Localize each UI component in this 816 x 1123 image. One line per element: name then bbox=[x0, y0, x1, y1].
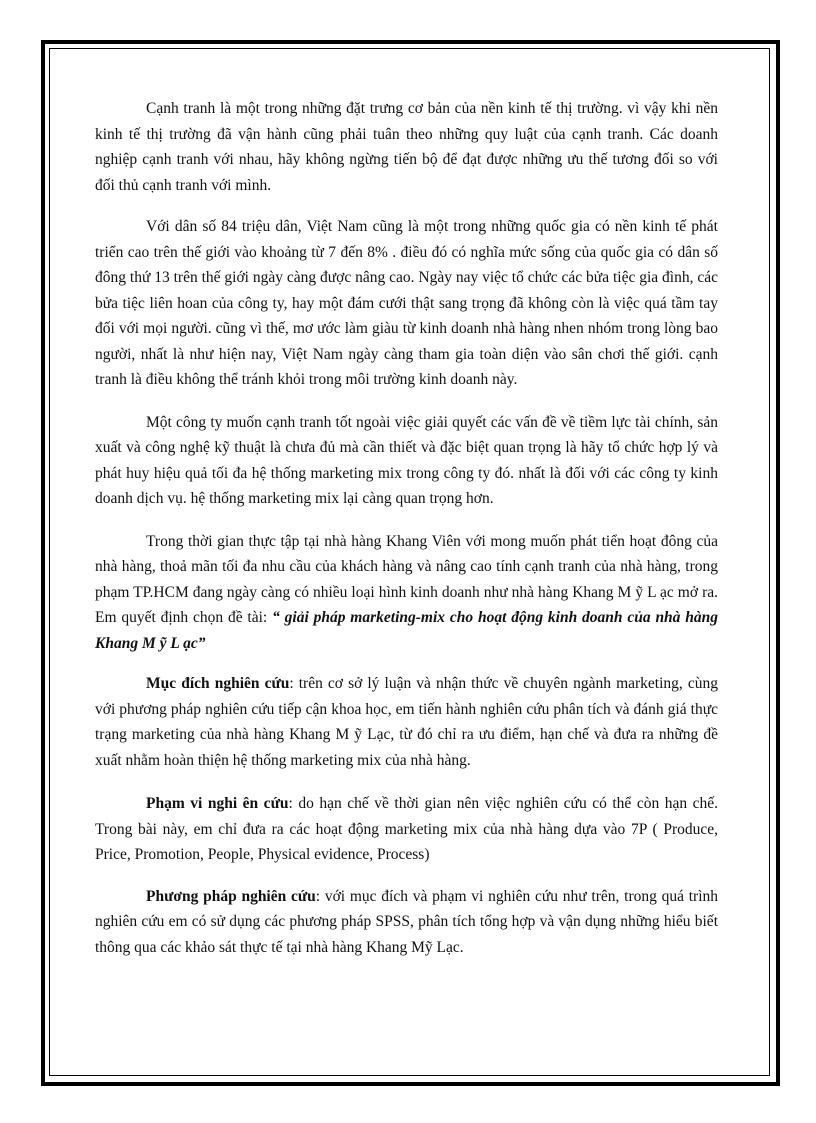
research-scope-text: : do hạn chế về thời gian nên việc nghiên cứu có thể còn hạn chế. Trong bài này, em chỉ đưa ra các hoạt động marketing mix của nhà hàng dựa vào 7P ( Produce, Price, Promotion, People, Physical evidence, Process) bbox=[95, 795, 718, 863]
paragraph-research-method bbox=[95, 884, 718, 961]
research-method-text: : với mục đích và phạm vi nghiên cứu như trên, trong quá trình nghiên cứu em có sử dụng các phương pháp SPSS, phân tích tổng hợp và vận dụng những hiểu biết thông qua các khảo sát thực tế tại nhà hàng Khang Mỹ Lạc. bbox=[95, 887, 718, 956]
topic-title: “ giải pháp marketing-mix cho hoạt động kinh doanh của nhà hàng Khang M ỹ L ạc” bbox=[95, 609, 719, 652]
paragraph-research-scope bbox=[95, 791, 718, 868]
paragraph-marketing-importance: Một công ty muốn cạnh tranh tốt ngoài việc giải quyết các vấn đề về tiềm lực tài chính, sản xuất và công nghệ kỹ thuật là chưa đủ mà cần thiết và đặc biệt quan trọng là hãy tổ chức hợp lý và phát huy hiệu quả tối đa hệ thống marketing mix trong công ty đó. nhất là đối với các công ty kinh doanh dịch vụ. hệ thống marketing mix lại càng quan trọng hơn. bbox=[95, 413, 718, 507]
research-scope-label: Phạm vi nghi ên cứu bbox=[146, 795, 289, 812]
document-body bbox=[95, 96, 718, 978]
paragraph-topic-choice bbox=[95, 529, 718, 657]
research-purpose-text: : trên cơ sở lý luận và nhận thức về chuyên ngành marketing, cùng với phương pháp nghiên cứu tiếp cận khoa học, em tiến hành nghiên cứu phân tích và đánh giá thực trạng marketing của nhà hàng Khang M ỹ Lạc, từ đó chỉ ra ưu điểm, hạn chế và đưa ra những đề xuất nhằm hoàn thiện hệ thống marketing mix của nhà hàng. bbox=[95, 675, 718, 769]
research-purpose-label: Mục đích nghiên cứu bbox=[146, 675, 290, 692]
paragraph-vietnam-context: Với dân số 84 triệu dân, Việt Nam cũng là một trong những quốc gia có nền kinh tế phát triển cao trên thế giới vào khoảng từ 7 đến 8% . điều đó có nghĩa mức sống của quốc gia có dân số đông thứ 13 trên thế giới ngày càng được nâng cao. Ngày nay việc tổ chức các bửa tiệc gia đình, các bửa tiệc liên hoan của công ty, hay một đám cưới thật sang trọng đã không còn là việc quá tầm tay đối với mọi người. cũng vì thế, mơ ước làm giàu từ kinh doanh nhà hàng nhen nhóm trong lòng bao người, nhất là như hiện nay, Việt Nam ngày càng tham gia toàn diện vào sân chơi thế giới. cạnh tranh là điều không thể tránh khỏi trong môi trường kinh doanh này. bbox=[95, 218, 718, 388]
paragraph-introduction: Cạnh tranh là một trong những đặt trưng cơ bản của nền kinh tế thị trường. vì vậy khi nền kinh tế thị trường đã vận hành cũng phải tuân theo những quy luật của cạnh tranh. Các doanh nghiệp cạnh tranh với nhau, hãy không ngừng tiến bộ để đạt được những ưu thế tương đối so với đối thủ cạnh tranh với mình. bbox=[95, 100, 718, 194]
research-method-label: Phương pháp nghiên cứu bbox=[146, 887, 316, 905]
paragraph-research-purpose bbox=[95, 671, 718, 773]
topic-intro-text: Trong thời gian thực tập tại nhà hàng Khang Viên với mong muốn phát tiển hoạt đông của nhà hàng, thoả mãn tối đa nhu cầu của khách hàng và nâng cao tính cạnh tranh của nhà hàng, trong phạm TP.HCM đang ngày càng có nhiều loại hình kinh doanh như nhà hàng Khang M ỹ L ạc mở ra. Em quyết định chọn đề tài: bbox=[95, 532, 718, 626]
